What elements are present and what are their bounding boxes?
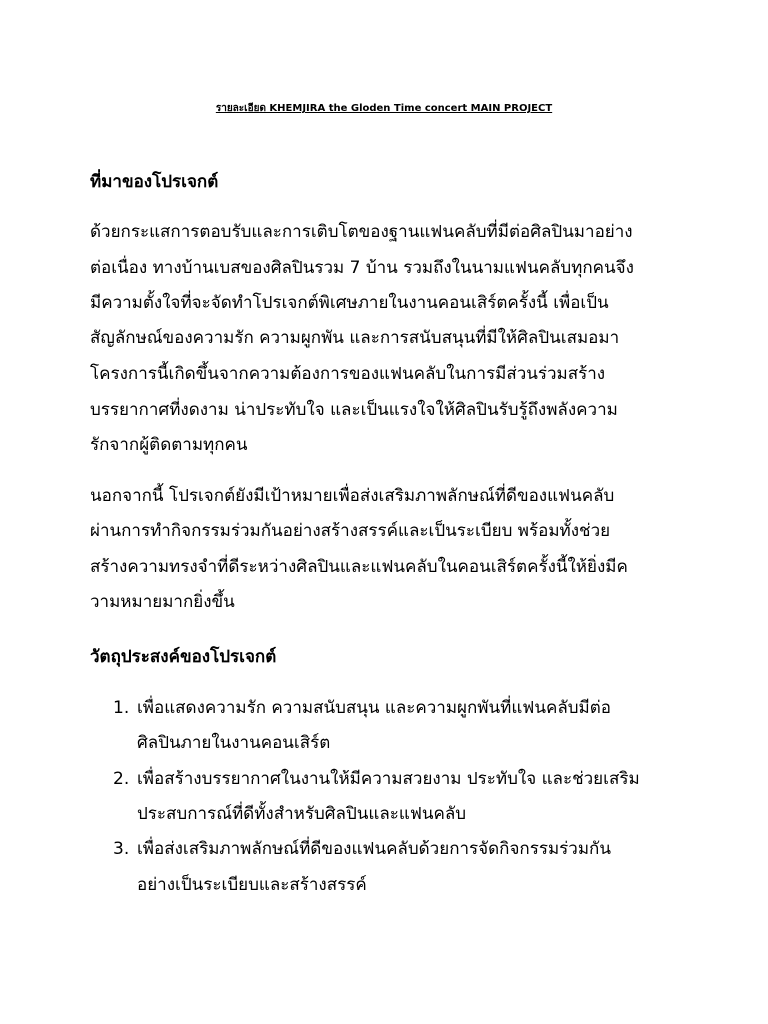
paragraph-line: ผ่านการทำกิจกรรมร่วมกันอย่างสร้างสรรค์และเป็นระเบียบ พร้อมทั้งช่วย (90, 521, 611, 541)
paragraph-line: บรรยากาศที่งดงาม น่าประทับใจ และเป็นแรงใจให้ศิลปินรับรู้ถึงพลังความ (90, 400, 618, 420)
list-item-number: 2. (113, 769, 130, 789)
paragraph-line: สัญลักษณ์ของความรัก ความผูกพัน และการสนับสนุนที่มีให้ศิลปินเสมอมา (90, 328, 620, 348)
paragraph-line: โครงการนี้เกิดขึ้นจากความต้องการของแฟนคลับในการมีส่วนร่วมสร้าง (90, 364, 606, 384)
paragraph-line: วามหมายมากยิ่งขึ้น (90, 592, 235, 612)
list-item-line: เพื่อส่งเสริมภาพลักษณ์ที่ดีของแฟนคลับด้วยการจัดกิจกรรมร่วมกัน (137, 839, 611, 859)
list-item-line: เพื่อแสดงความรัก ความสนับสนุน และความผูกพันที่แฟนคลับมีต่อ (137, 698, 611, 718)
list-item-line: เพื่อสร้างบรรยากาศในงานให้มีความสวยงาม ประทับใจ และช่วยเสริม (137, 769, 640, 789)
list-item-line: ศิลปินภายในงานคอนเสิร์ต (137, 733, 331, 753)
paragraph-line: ต่อเนื่อง ทางบ้านเบสของศิลปินรวม 7 บ้าน รวมถึงในนามแฟนคลับทุกคนจึง (90, 258, 634, 278)
list-item-number: 1. (113, 698, 130, 718)
list-item-line: ประสบการณ์ที่ดีทั้งสำหรับศิลปินและแฟนคลับ (137, 804, 467, 824)
section-heading-objectives: วัตถุประสงค์ของโปรเจกต์ (90, 647, 277, 667)
list-item-line: อย่างเป็นระเบียบและสร้างสรรค์ (137, 875, 367, 895)
paragraph-line: มีความตั้งใจที่จะจัดทำโปรเจกต์พิเศษภายในงานคอนเสิร์ตครั้งนี้ เพื่อเป็น (90, 293, 609, 313)
paragraph-line: ด้วยกระแสการตอบรับและการเติบโตของฐานแฟนคลับที่มีต่อศิลปินมาอย่าง (90, 222, 633, 242)
paragraph-line: สร้างความทรงจำที่ดีระหว่างศิลปินและแฟนคลับในคอนเสิร์ตครั้งนี้ให้ยิ่งมีค (90, 557, 628, 577)
paragraph-line: รักจากผู้ติดตามทุกคน (90, 435, 248, 455)
list-item-number: 3. (113, 839, 130, 859)
paragraph-line: นอกจากนี้ โปรเจกต์ยังมีเป้าหมายเพื่อส่งเสริมภาพลักษณ์ที่ดีของแฟนคลับ (90, 486, 615, 506)
document-title: รายละเอียด KHEMJIRA the Gloden Time concert MAIN PROJECT (215, 103, 553, 114)
section-heading-background: ที่มาของโปรเจกต์ (90, 172, 219, 192)
